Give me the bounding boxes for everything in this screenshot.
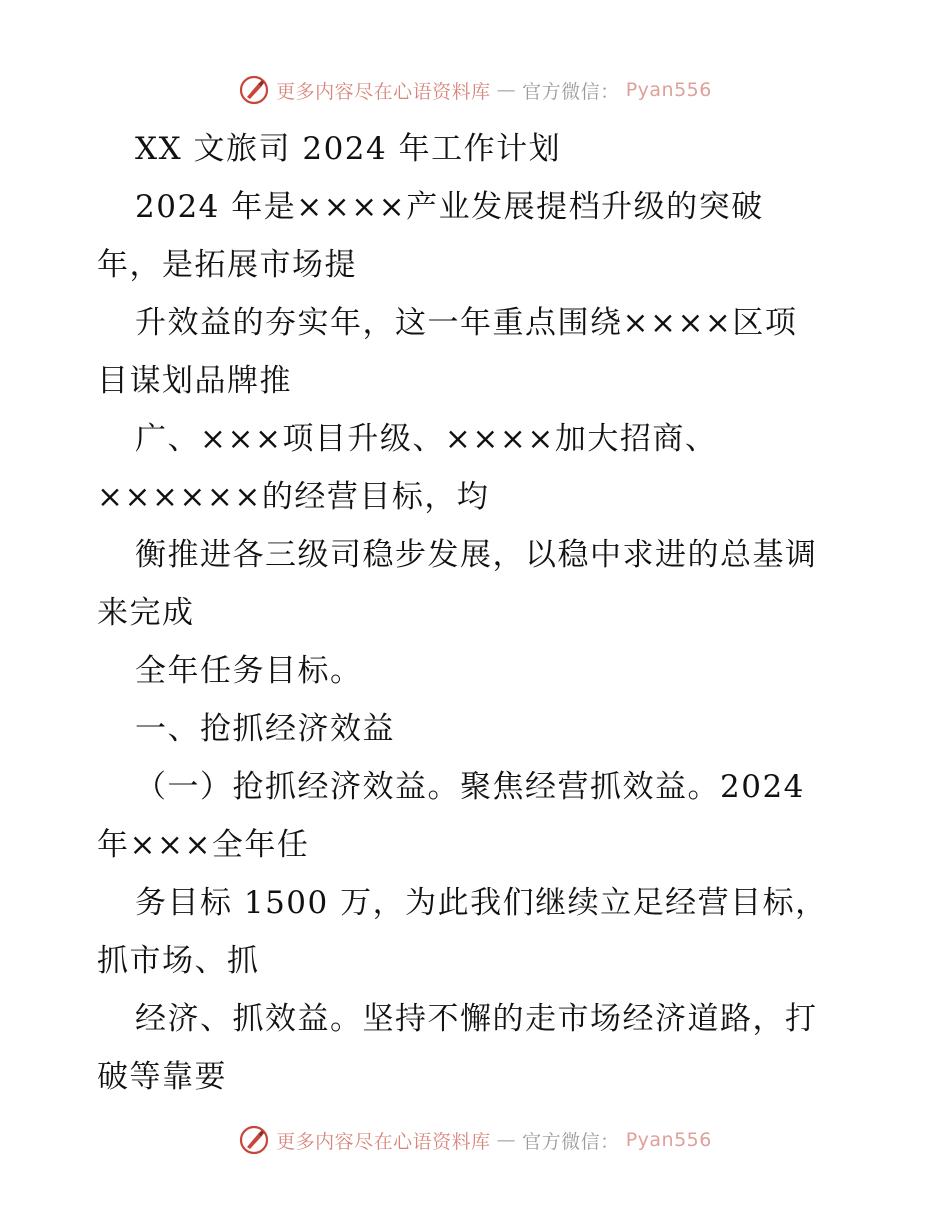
text-line: 来完成 — [97, 595, 195, 631]
text-line: 2024 年是××××产业发展提档升级的突破 — [135, 189, 764, 225]
text-line: 衡推进各三级司稳步发展，以稳中求进的总基调 — [135, 537, 818, 573]
watermark-label: 官方微信： — [522, 1130, 620, 1153]
text-line: （一）抢抓经济效益。聚焦经营抓效益。2024 — [135, 769, 805, 805]
text-line: 全年任务目标。 — [135, 653, 363, 689]
document-body — [97, 120, 857, 1106]
pen-logo-icon — [238, 1124, 270, 1156]
text-line: 广、×××项目升级、××××加大招商、 — [135, 421, 718, 457]
watermark-header — [0, 70, 950, 110]
watermark-main-text: 更多内容尽在心语资料库 — [276, 80, 491, 103]
text-line: 目谋划品牌推 — [97, 363, 292, 399]
watermark-dash: — — [496, 79, 517, 101]
text-line: 经济、抓效益。坚持不懈的走市场经济道路，打 — [135, 1001, 818, 1037]
watermark-main-text: 更多内容尽在心语资料库 — [276, 1130, 491, 1153]
text-line: 抓市场、抓 — [97, 943, 260, 979]
watermark-label: 官方微信： — [522, 80, 620, 103]
text-line: 务目标 1500 万，为此我们继续立足经营目标， — [135, 885, 828, 921]
watermark-handle: Pyan556 — [625, 1129, 712, 1151]
text-line: 一、抢抓经济效益 — [135, 711, 395, 747]
text-line: 升效益的夯实年，这一年重点围绕××××区项 — [135, 305, 798, 341]
text-line: ××××××的经营目标，均 — [97, 479, 490, 515]
watermark-handle: Pyan556 — [625, 79, 712, 101]
text-line: 破等靠要 — [97, 1059, 227, 1095]
watermark-footer — [0, 1120, 950, 1160]
document-title: XX 文旅司 2024 年工作计划 — [135, 131, 562, 167]
text-line: 年，是拓展市场提 — [97, 247, 357, 283]
pen-logo-icon — [238, 74, 270, 106]
text-line: 年×××全年任 — [97, 827, 310, 863]
watermark-dash: — — [496, 1129, 517, 1151]
